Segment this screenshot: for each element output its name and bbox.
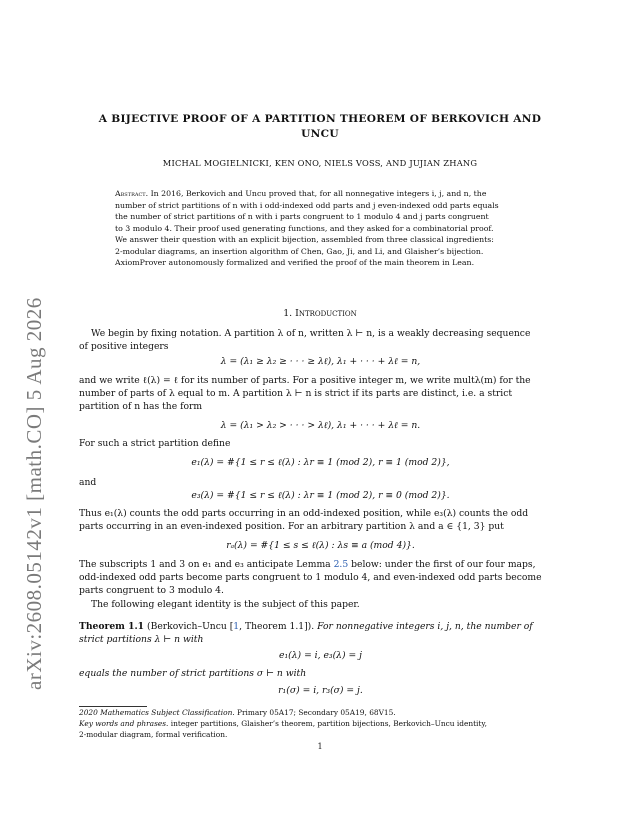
- section-heading: 1. Introduction: [283, 308, 357, 319]
- arxiv-identifier: arXiv:2608.05142v1 [math.CO] 5 Aug 2026: [22, 297, 46, 690]
- citation-link[interactable]: 1: [233, 621, 240, 632]
- equation: rₐ(λ) = #{1 ≤ s ≤ ℓ(λ) : λs ≡ a (mod 4)}.: [226, 540, 415, 551]
- title-line-2: UNCU: [301, 128, 339, 140]
- body-line: Thus e₁(λ) counts the odd parts occurring in an odd-indexed position, while e₃(λ) counts the odd: [79, 508, 529, 519]
- equation: e₃(λ) = #{1 ≤ r ≤ ℓ(λ) : λr ≡ 1 (mod 2), r ≡ 0 (mod 2)}.: [191, 490, 450, 501]
- theorem-line: strict partitions λ ⊢ n with: [79, 634, 204, 645]
- author-list: MICHAL MOGIELNICKI, KEN ONO, NIELS VOSS, AND JUJIAN ZHANG: [162, 158, 478, 168]
- abstract-line: We answer their question with an explicit bijection, assembled from three classical ingredients:: [115, 235, 494, 244]
- equation: r₁(σ) = i, r₃(σ) = j.: [278, 685, 363, 696]
- body-line: of positive integers: [79, 341, 169, 352]
- footnote-rule: [79, 706, 147, 707]
- body-line: partition of n has the form: [79, 401, 203, 412]
- equation: e₁(λ) = i, e₃(λ) = j: [279, 650, 362, 661]
- abstract-line: number of strict partitions of n with i odd-indexed odd parts and j even-indexed odd parts equals: [115, 200, 499, 210]
- lemma-link[interactable]: 2.5: [333, 559, 349, 570]
- abstract-line: In 2016, Berkovich and Uncu proved that, for all nonnegative integers i, j, and n, the: [150, 189, 487, 198]
- body-line: We begin by fixing notation. A partition λ of n, written λ ⊢ n, is a weakly decreasing sequence: [91, 328, 531, 339]
- theorem-statement: Theorem 1.1 (Berkovich–Uncu [1, Theorem 1.1]). For nonnegative integers i, j, n, the number of: [79, 621, 533, 632]
- body-line: The following elegant identity is the subject of this paper.: [91, 599, 360, 610]
- abstract-label: Abstract.: [115, 189, 149, 198]
- footnote-keywords-cont: 2-modular diagram, formal verification.: [79, 730, 228, 739]
- body-line: number of parts of λ equal to m. A partition λ ⊢ n is strict if its parts are distinct, i.e. a strict: [79, 388, 513, 399]
- body-line: parts occurring in an even-indexed position. For an arbitrary partition λ and a ∈ {1, 3} put: [79, 521, 504, 532]
- body-line: and: [79, 477, 97, 488]
- abstract-line: to 3 modulo 4. Their proof used generating functions, and they asked for a combinatorial proof.: [115, 223, 494, 233]
- abstract: [115, 188, 525, 269]
- paper-title: [70, 112, 570, 142]
- body-line: parts congruent to 3 modulo 4.: [79, 585, 224, 596]
- page-number: 1: [317, 742, 323, 751]
- body-line: The subscripts 1 and 3 on e₁ and e₃ anticipate Lemma 2.5 below: under the first of our four maps,: [79, 559, 536, 570]
- body-line: For such a strict partition define: [79, 438, 231, 449]
- abstract-line: 2-modular diagrams, an insertion algorithm of Chen, Gao, Ji, and Li, and Glaisher’s bijection.: [115, 246, 484, 256]
- equation: λ = (λ₁ > λ₂ > · · · > λℓ), λ₁ + · · · + λℓ = n.: [220, 420, 421, 431]
- body-line: and we write ℓ(λ) = ℓ for its number of parts. For a positive integer m, we write multλ(m) for the: [79, 375, 531, 386]
- footnote-keywords: Key words and phrases. integer partitions, Glaisher’s theorem, partition bijections, Berkovich–Uncu identity,: [79, 719, 487, 728]
- equation: e₁(λ) = #{1 ≤ r ≤ ℓ(λ) : λr ≡ 1 (mod 2), r ≡ 1 (mod 2)},: [191, 457, 450, 468]
- theorem-line: equals the number of strict partitions σ ⊢ n with: [79, 668, 307, 679]
- abstract-line: AxiomProver autonomously formalized and verified the proof of the main theorem in Lean.: [115, 258, 475, 267]
- theorem-label: Theorem 1.1: [79, 621, 145, 632]
- body-line: odd-indexed odd parts become parts congruent to 1 modulo 4, and even-indexed odd parts become: [79, 572, 542, 583]
- equation: λ = (λ₁ ≥ λ₂ ≥ · · · ≥ λℓ), λ₁ + · · · + λℓ = n,: [220, 356, 421, 367]
- abstract-line: the number of strict partitions of n with i parts congruent to 1 modulo 4 and j parts congruent: [115, 212, 489, 221]
- title-line-1: A BIJECTIVE PROOF OF A PARTITION THEOREM OF BERKOVICH AND: [98, 113, 542, 125]
- footnote-msc: 2020 Mathematics Subject Classification. Primary 05A17; Secondary 05A19, 68V15.: [79, 708, 396, 717]
